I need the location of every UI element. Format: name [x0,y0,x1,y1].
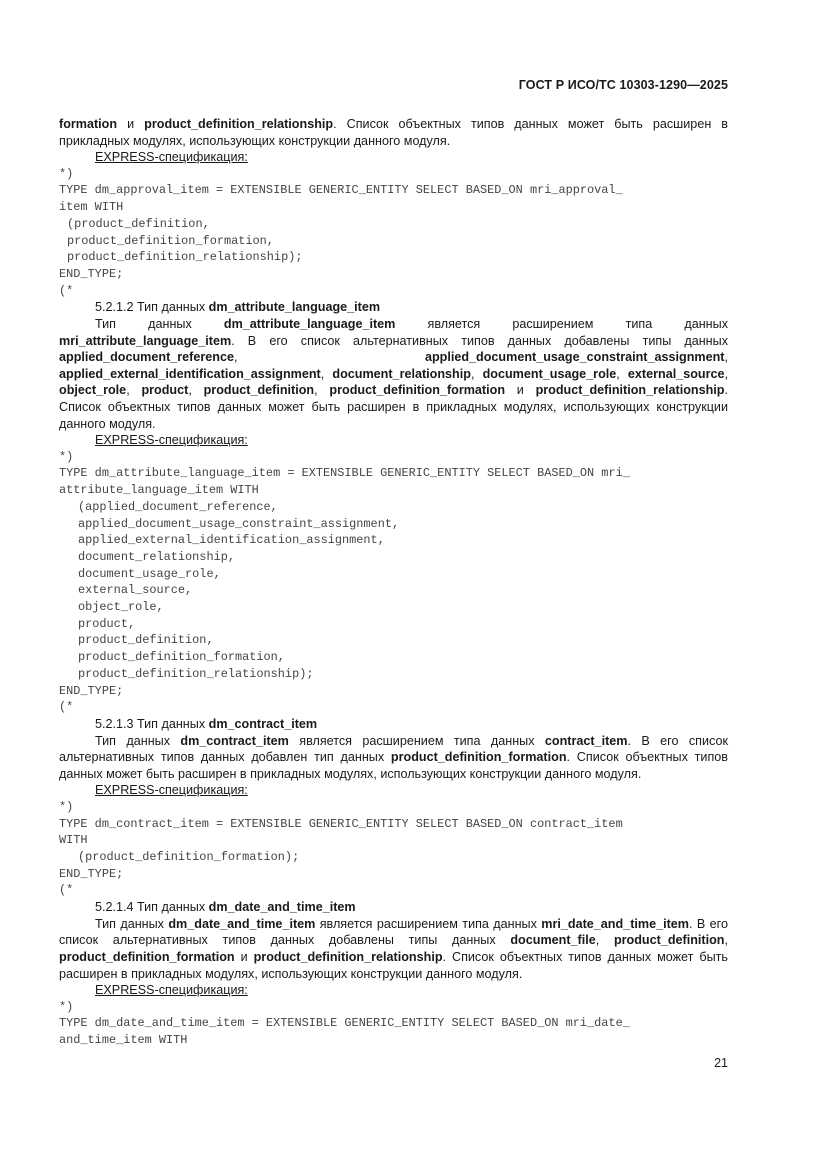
section-paragraph: Тип данных dm_date_and_time_item является расширением типа данных mri_date_and_time_item. В его список альтернативных типов данных добавлены типы данных document_file, product_definition, product_definition_formation и product_definition_relationship. Список объектных типов данных может быть расширен в прикладных модулях, использующих конструкции данного модуля. [59,916,728,981]
express-spec-label: EXPRESS-спецификация: [95,783,248,798]
type-name: product_definition_relationship [144,117,334,131]
intro-paragraph: formation и product_definition_relationship. Список объектных типов данных может быть расширен в прикладных модулях, использующих конструкции данного модуля. [59,117,728,148]
code-block: *) TYPE dm_attribute_language_item = EXTENSIBLE GENERIC_ENTITY SELECT BASED_ON mri_ attribute_language_item WITH (applied_document_reference, applied_document_usage_constraint_assignment, applied_external_identification_assignment, document_relationship, document_usage_role, external_source, object_role, product, product_definition, product_definition_formation, product_definition_relationship); END_TYPE; (* [59,449,630,715]
section-heading: 5.2.1.4 Тип данных dm_date_and_time_item [95,900,356,915]
section-heading: 5.2.1.2 Тип данных dm_attribute_language_item [95,300,381,315]
standard-header: ГОСТ Р ИСО/ТС 10303-1290—2025 [518,78,728,92]
code-block: *) TYPE dm_contract_item = EXTENSIBLE GENERIC_ENTITY SELECT BASED_ON contract_item WITH (product_definition_formation); END_TYPE; (* [59,799,623,898]
section-heading: 5.2.1.3 Тип данных dm_contract_item [95,717,318,731]
section-paragraph: Тип данных dm_contract_item является расширением типа данных contract_item. В его список альтернативных типов данных добавлен тип данных product_definition_formation. Список объектных типов данных может быть расширен в прикладных модулях, использующих конструкции данного модуля. [59,733,728,781]
express-spec-label: EXPRESS-спецификация: [95,433,248,448]
express-spec-label: EXPRESS-спецификация: [95,983,248,998]
code-block: *) TYPE dm_approval_item = EXTENSIBLE GENERIC_ENTITY SELECT BASED_ON mri_approval_ item WITH (product_definition, product_definition_formation, product_definition_relationship); END_TYPE; (* [59,166,623,298]
page-content [59,116,728,1049]
document-page [59,0,728,1169]
express-spec-label: EXPRESS-спецификация: [95,150,248,165]
code-block: *) TYPE dm_date_and_time_item = EXTENSIBLE GENERIC_ENTITY SELECT BASED_ON mri_date_ and_time_item WITH [59,999,630,1048]
type-name: formation [59,117,118,131]
page-number: 21 [714,1056,728,1070]
section-paragraph: Тип данных dm_attribute_language_item является расширением типа данных mri_attribute_language_item. В его список альтернативных типов данных добавлены типы данных applied_document_reference, applied_document_usage_constraint_assignment, applied_external_identification_assignment, document_relationship, document_usage_role, external_source, object_role, product, product_definition, product_definition_formation и product_definition_relationship. Список объектных типов данных может быть расширен в прикладных модулях, использующих конструкции данного модуля. [59,317,729,431]
